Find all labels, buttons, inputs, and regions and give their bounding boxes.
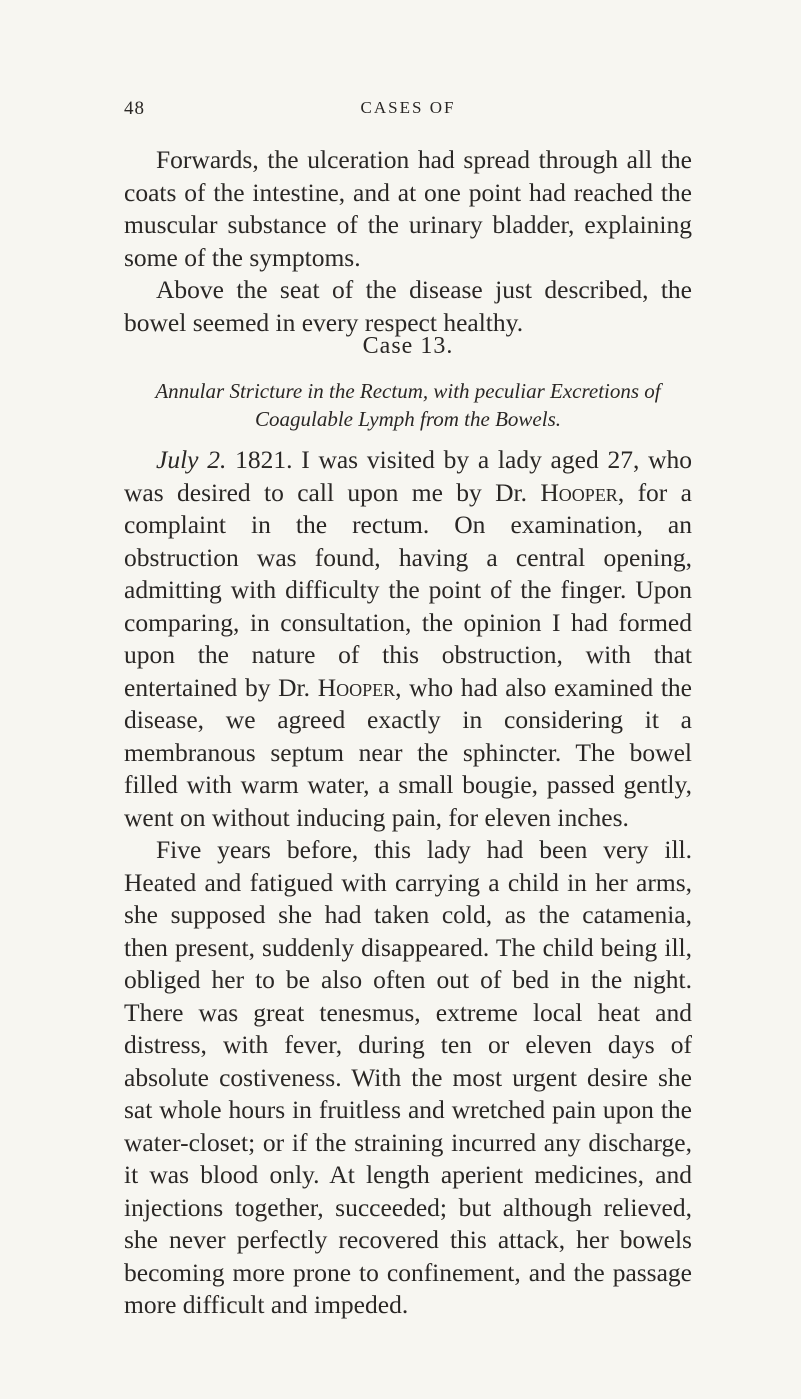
running-head (124, 98, 692, 128)
person-name: Hooper (317, 672, 396, 702)
text-run: 1821. I was visited by a lady aged 27, who was desired to call upon me by Dr. (124, 445, 692, 507)
paragraph: Forwards, the ulceration had spread through all the coats of the intestine, and at one point had reached the muscular substance of the urinary bladder, explaining some of the symptoms. (124, 145, 692, 272)
paragraph: Five years before, this lady had been very ill. Heated and fatigued with carrying a child in her arms, she supposed she had taken cold, as the catamenia, then present, suddenly disappeared. The child being ill, obliged her to be also often out of bed in the night. There was great tenesmus, extreme local heat and distress, with fever, during ten or eleven days of absolute costiveness. With the most urgent desire she sat whole hours in fruitless and wretched pain upon the water-closet; or if the straining incurred any discharge, it was blood only. At length aperient medicines, and injections together, succeeded; but although relieved, she never perfectly recovered this attack, her bowels becoming more prone to confinement, and the passage more difficult and impeded. (124, 835, 692, 1319)
paragraph (124, 444, 692, 834)
text-run: , for a complaint in the rectum. On examination, an obstruction was found, having a central opening, admitting with difficulty the point of the finger. Upon comparing, in consultation, the opinion I had formed upon the nature of this obstruction, with that entertained by Dr. (124, 477, 692, 702)
case-date: July 2. (156, 445, 227, 474)
text-run: , who had also examined the disease, we agreed exactly in considering it a membranous septum near the sphincter. The bowel filled with warm water, a small bougie, passed gently, went on without inducing pain, for eleven inches. (124, 672, 692, 832)
case-subtitle (124, 377, 692, 433)
case-text (124, 444, 692, 1322)
intro-text (124, 144, 692, 339)
case-heading: Case 13. (362, 333, 454, 359)
case-subtitle-line: Coagulable Lymph from the Bowels. (255, 407, 561, 431)
paragraph: Above the seat of the disease just described, the bowel seemed in every respect healthy. (124, 275, 692, 337)
running-title: CASES OF (360, 98, 456, 117)
person-name: Hooper (540, 477, 618, 507)
page-number: 48 (124, 98, 145, 119)
case-subtitle-line: Annular Stricture in the Rectum, with peculiar Excretions of (155, 379, 661, 403)
